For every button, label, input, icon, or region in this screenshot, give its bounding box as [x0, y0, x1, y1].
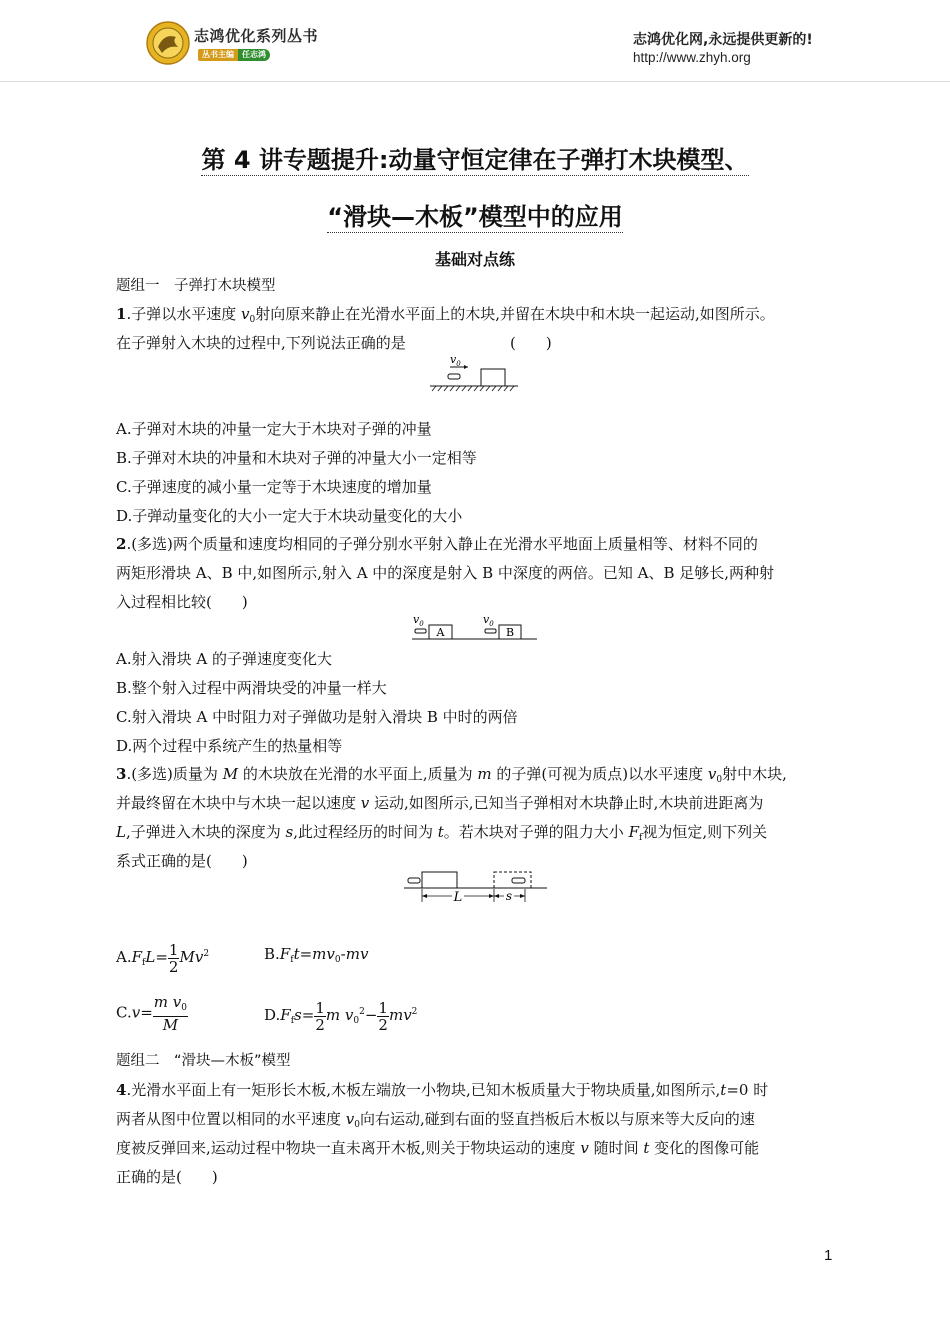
q4-line1: 4.光滑水平面上有一矩形长木板,木板左端放一小物块,已知木板质量大于物块质量,如图所示,t=0 时 [116, 1081, 769, 1099]
q3-bullet-start [408, 878, 420, 883]
q3-line4: 系式正确的是( ) [116, 852, 248, 870]
q1-figure [428, 350, 522, 394]
q1-option-c[interactable]: C.子弹速度的减小量一定等于木块速度的增加量 [116, 478, 432, 496]
q3-block-start [422, 872, 457, 888]
q4-line2: 两者从图中位置以相同的水平速度 $v_0$向右运动,碰到右面的竖直挡板后木板以与原来等大反向的速 [116, 1110, 755, 1130]
editor-label: 丛书主编 [198, 49, 238, 61]
q2-line1: 2.(多选)两个质量和速度均相同的子弹分别水平射入静止在光滑水平地面上质量相等、材料不同的 [116, 535, 758, 553]
q1-answer-bracket: ( ) [510, 334, 552, 352]
q2-bullet-b [485, 629, 496, 633]
group-heading-1: 题组一 子弹打木块模型 [116, 278, 276, 294]
q2-option-d[interactable]: D.两个过程中系统产生的热量相等 [116, 737, 343, 755]
q3-figure [402, 866, 550, 908]
q4-line4: 正确的是( ) [116, 1168, 218, 1186]
editor-name: 任志鸿 [238, 49, 270, 61]
q1-line2: 在子弹射入木块的过程中,下列说法正确的是 [116, 334, 406, 352]
q1-fig-v0-label: $v_0$ [450, 353, 461, 368]
q1-option-d[interactable]: D.子弹动量变化的大小一定大于木块动量变化的大小 [116, 507, 463, 525]
editor-badge [198, 49, 270, 61]
q4-line3: 度被反弹回来,运动过程中物块一直未离开木板,则关于物块运动的速度 v 随时间 t 变化的图像可能 [116, 1139, 760, 1157]
q2-option-c[interactable]: C.射入滑块 A 中时阻力对子弹做功是射入滑块 B 中时的两倍 [116, 708, 518, 726]
q2-fig-v0-a: $v_0$ [413, 613, 424, 628]
q3-option-d[interactable]: $D.F_fs=$ $\frac{1}{2}$ m $v_0^2-$ $\frac{1}{2}$ $mv^2$ [264, 998, 418, 1034]
series-name: 志鸿优化系列丛书 [194, 27, 319, 45]
q2-line3: 入过程相比较( ) [116, 593, 248, 611]
q1-option-a[interactable]: A.子弹对木块的冲量一定大于木块对子弹的冲量 [116, 420, 432, 438]
logo [146, 21, 190, 69]
header-divider [0, 81, 950, 82]
header-url[interactable]: http://www.zhyh.org [633, 50, 751, 65]
q1-block [481, 369, 505, 386]
q3-line2: 并最终留在木块中与木块一起以速度 v 运动,如图所示,已知当子弹相对木块静止时,木块前进距离为 [116, 794, 764, 812]
q2-label-a: A [436, 626, 445, 639]
q1-option-b[interactable]: B.子弹对木块的冲量和木块对子弹的冲量大小一定相等 [116, 449, 477, 467]
q3-bullet-end [512, 878, 525, 883]
q2-label-b: B [505, 626, 515, 639]
q3-line1: 3.(多选)质量为 M 的木块放在光滑的水平面上,质量为 m 的子弹(可视为质点)以水平速度 $v_0$射中木块, [116, 765, 787, 785]
q3-fig-L: L [453, 890, 463, 905]
q3-fig-s: s [505, 889, 513, 903]
q2-fig-v0-b: $v_0$ [483, 613, 494, 628]
q2-figure [410, 612, 540, 642]
q2-option-a[interactable]: A.射入滑块 A 的子弹速度变化大 [116, 650, 332, 668]
q2-bullet-a [415, 629, 426, 633]
group-heading-2: 题组二 “滑块—木板”模型 [116, 1053, 291, 1069]
q3-option-b[interactable]: $B.F_ft=mv_0-mv$ [264, 945, 369, 965]
header-slogan: 志鸿优化网,永远提供更新的! [633, 32, 813, 48]
q1-bullet [448, 374, 460, 379]
q3-option-c[interactable]: C.v= $\frac{m v_0}{M}$ [116, 993, 188, 1034]
page-number: 1 [824, 1247, 833, 1264]
q2-line2: 两矩形滑块 A、B 中,如图所示,射入 A 中的深度是射入 B 中深度的两倍。已知 A、B 足够长,两种射 [116, 564, 775, 582]
section-title: 基础对点练 [434, 250, 515, 269]
q3-line3: L,子弹进入木块的深度为 s,此过程经历的时间为 t。若木块对子弹的阻力大小 $F_f$视为恒定,则下列关 [116, 823, 768, 843]
q1-line1: 1.子弹以水平速度 $v_0$射向原来静止在光滑水平面上的木块,并留在木块中和木块一起运动,如图所示。 [116, 305, 775, 325]
q3-option-a[interactable]: $A.F_fL=$ $\frac{1}{2}$ Mv$^2$ [116, 940, 210, 976]
page-title-line2: “滑块—木板”模型中的应用 [327, 203, 623, 231]
q2-option-b[interactable]: B.整个射入过程中两滑块受的冲量一样大 [116, 679, 387, 697]
page-title-line1: 第 4 讲专题提升:动量守恒定律在子弹打木块模型、 [201, 146, 749, 174]
